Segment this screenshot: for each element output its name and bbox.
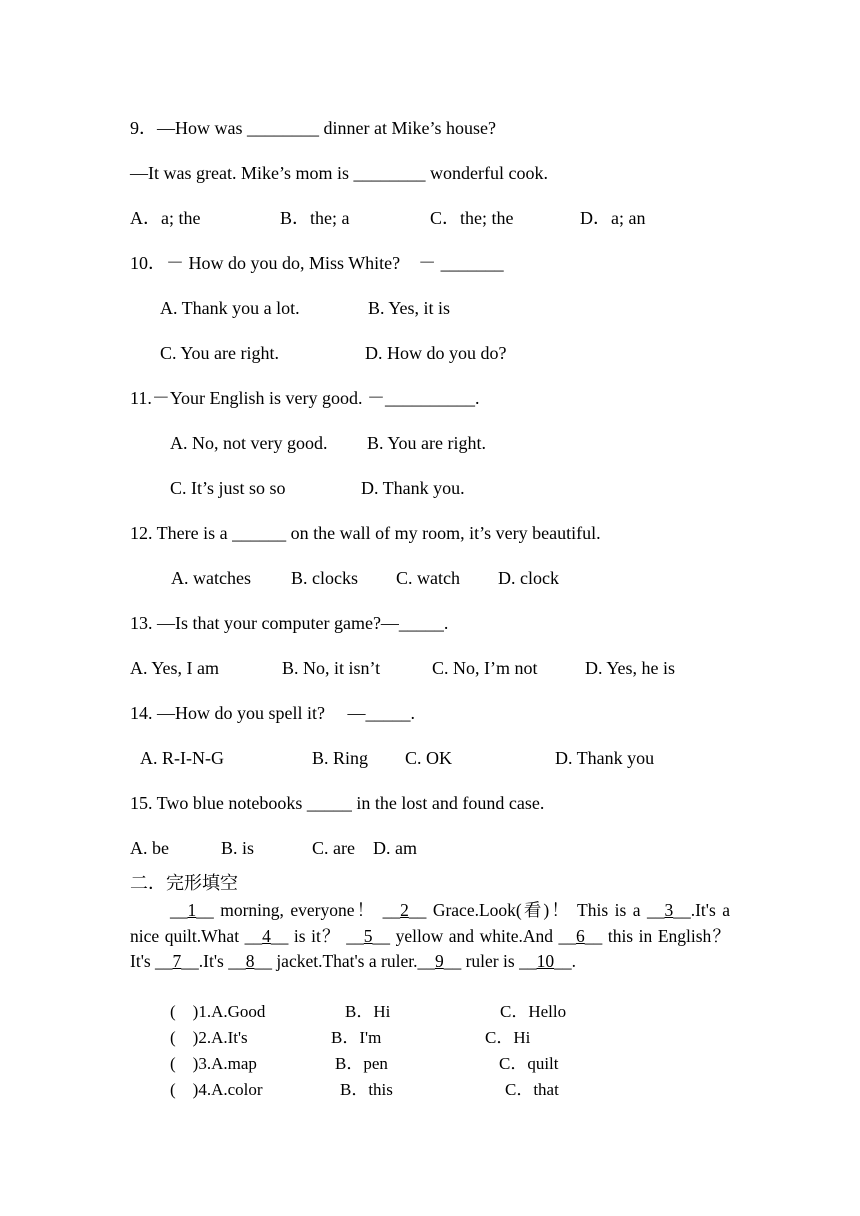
cloze-item-2-option-c: C．Hi	[485, 1028, 531, 1047]
question-15-stem: 15. Two blue notebooks _____ in the lost and found case.	[130, 793, 545, 813]
question-13-option-b: B. No, it isn’t	[282, 658, 381, 678]
question-10-option-c: C. You are right.	[160, 343, 280, 363]
question-12-option-a: A. watches	[171, 568, 251, 588]
question-9-stem-answer: —It was great. Mike’s mom is ________ wonderful cook.	[130, 163, 548, 183]
blank-3: 3	[664, 900, 674, 920]
question-10-option-a: A. Thank you a lot.	[160, 298, 300, 318]
question-12-option-d: D. clock	[498, 568, 559, 588]
blank-5: 5	[363, 925, 373, 946]
question-10-option-d: D. How do you do?	[365, 343, 507, 363]
cloze-item-3-option-b: B．pen	[335, 1054, 388, 1073]
question-10-stem: 10．－ How do you do, Miss White? － _______	[130, 253, 504, 273]
question-13-option-c: C. No, I’m not	[432, 658, 538, 678]
question-11-option-b: B. You are right.	[367, 433, 487, 453]
question-11-option-d: D. Thank you.	[361, 478, 465, 498]
cloze-item-4-option-c: C．that	[505, 1080, 559, 1099]
section-heading: 二．完形填空	[130, 873, 238, 893]
cloze-item-3-option-c: C．quilt	[499, 1054, 559, 1073]
cloze-item-2-option-a: ( )2.A.It's	[170, 1028, 248, 1047]
blank-6: 6	[576, 925, 585, 946]
question-15-option-a: A. be	[130, 838, 169, 858]
blank-7: 7	[172, 951, 182, 971]
question-10-option-b: B. Yes, it is	[368, 298, 451, 318]
blank-4: 4	[262, 925, 271, 946]
question-14-option-a: A. R-I-N-G	[140, 748, 224, 768]
cloze-item-3-option-a: ( )3.A.map	[170, 1054, 257, 1073]
blank-2: 2	[400, 900, 409, 920]
question-9-option-d: D．a; an	[580, 208, 646, 228]
cloze-item-4-option-b: B．this	[340, 1080, 393, 1099]
cloze-item-4-option-a: ( )4.A.color	[170, 1080, 263, 1099]
question-9-stem: 9．—How was ________ dinner at Mike’s house?	[130, 118, 496, 138]
cloze-item-1-option-a: ( )1.A.Good	[170, 1002, 266, 1021]
blank-10: 10	[536, 951, 555, 971]
question-11-option-c: C. It’s just so so	[170, 478, 286, 498]
question-15-option-c: C. are	[312, 838, 355, 858]
question-11-option-a: A. No, not very good.	[170, 433, 328, 453]
question-14-option-c: C. OK	[405, 748, 453, 768]
cloze-item-1-option-c: C．Hello	[500, 1002, 567, 1021]
cloze-item-1-option-b: B．Hi	[345, 1002, 391, 1021]
question-12-option-c: C. watch	[396, 568, 460, 588]
question-13-option-a: A. Yes, I am	[130, 658, 220, 678]
question-9-option-a: A．a; the	[130, 208, 201, 228]
blank-8: 8	[245, 951, 255, 971]
question-14-stem: 14. —How do you spell it? —_____.	[130, 703, 415, 723]
question-12-option-b: B. clocks	[291, 568, 358, 588]
question-14-option-d: D. Thank you	[555, 748, 655, 768]
question-15-option-b: B. is	[221, 838, 255, 858]
cloze-item-2-option-b: B．I'm	[331, 1028, 382, 1047]
question-15-option-d: D. am	[373, 838, 417, 858]
question-14-option-b: B. Ring	[312, 748, 369, 768]
question-9-option-b: B．the; a	[280, 208, 350, 228]
cloze-passage: __1__ morning, everyone！ __2__ Grace.Look(看)！ This is a __3__.It's a nice quilt.What __4__ is it？ __5__ yellow and white.And __6__ this in English？It's __7__.It's __8__ jacket.That's a ruler.__9__ ruler is __10__.	[130, 900, 730, 971]
question-12-stem: 12. There is a ______ on the wall of my room, it’s very beautiful.	[130, 523, 601, 543]
question-13-option-d: D. Yes, he is	[585, 658, 676, 678]
question-11-stem: 11.－Your English is very good. －__________.	[130, 388, 480, 408]
question-13-stem: 13. —Is that your computer game?—_____.	[130, 613, 449, 633]
blank-9: 9	[434, 951, 444, 971]
question-9-option-c: C．the; the	[430, 208, 514, 228]
blank-1: 1	[187, 900, 197, 920]
